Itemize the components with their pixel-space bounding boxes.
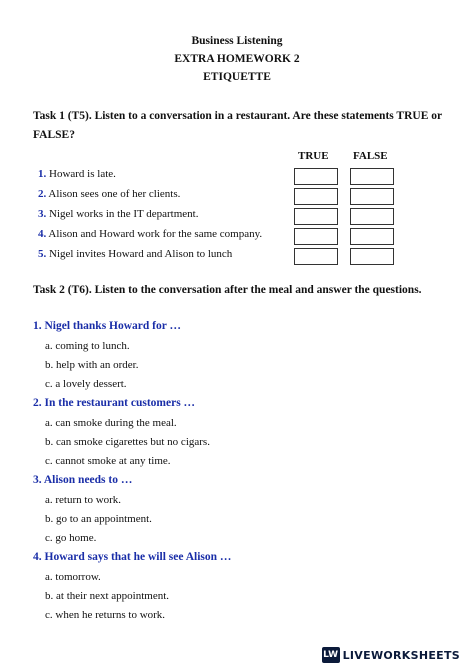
task1-title-line1: Task 1 (T5). Listen to a conversation in a restaurant. Are these statements TRUE or (33, 110, 443, 122)
false-box-5[interactable] (350, 248, 394, 265)
question-1: 1. Nigel thanks Howard for … (33, 320, 182, 332)
true-box-1[interactable] (294, 168, 338, 185)
statement-5 (38, 248, 232, 260)
header-title: Business Listening (191, 35, 283, 47)
statement-1 (38, 168, 116, 180)
header-topic: ETIQUETTE (203, 71, 271, 83)
true-box-3[interactable] (294, 208, 338, 225)
statement-number: 5. (38, 248, 47, 260)
false-box-3[interactable] (350, 208, 394, 225)
header-subtitle: EXTRA HOMEWORK 2 (174, 53, 300, 65)
option-4c[interactable]: c. when he returns to work. (45, 609, 166, 621)
liveworksheets-logo (322, 646, 460, 664)
logo-text: LIVEWORKSHEETS (342, 648, 460, 662)
true-box-5[interactable] (294, 248, 338, 265)
statement-number: 1. (38, 168, 47, 180)
statement-number: 3. (38, 208, 47, 220)
statement-3 (38, 208, 198, 220)
question-4: 4. Howard says that he will see Alison … (33, 551, 232, 563)
statement-text: Nigel invites Howard and Alison to lunch (49, 248, 233, 260)
statement-number: 4. (38, 228, 47, 240)
task2-title: Task 2 (T6). Listen to the conversation after the meal and answer the questions. (33, 284, 422, 296)
statement-text: Alison sees one of her clients. (48, 188, 181, 200)
task1-title-line2: FALSE? (33, 129, 75, 141)
true-box-4[interactable] (294, 228, 338, 245)
option-3a[interactable]: a. return to work. (45, 494, 122, 506)
option-2b[interactable]: b. can smoke cigarettes but no cigars. (45, 436, 210, 448)
column-header-true: TRUE (298, 150, 329, 162)
question-2: 2. In the restaurant customers … (33, 397, 196, 409)
statement-2 (38, 188, 180, 200)
option-2a[interactable]: a. can smoke during the meal. (45, 417, 177, 429)
option-4b[interactable]: b. at their next appointment. (45, 590, 170, 602)
option-1c[interactable]: c. a lovely dessert. (45, 378, 127, 390)
option-2c[interactable]: c. cannot smoke at any time. (45, 455, 171, 467)
statement-text: Nigel works in the IT department. (49, 208, 199, 220)
statement-text: Howard is late. (49, 168, 116, 180)
option-3c[interactable]: c. go home. (45, 532, 97, 544)
false-box-4[interactable] (350, 228, 394, 245)
question-3: 3. Alison needs to … (33, 474, 133, 486)
option-1b[interactable]: b. help with an order. (45, 359, 139, 371)
option-1a[interactable]: a. coming to lunch. (45, 340, 130, 352)
false-box-1[interactable] (350, 168, 394, 185)
statement-4 (38, 228, 262, 240)
statement-text: Alison and Howard work for the same company. (48, 228, 263, 240)
option-3b[interactable]: b. go to an appointment. (45, 513, 152, 525)
option-4a[interactable]: a. tomorrow. (45, 571, 101, 583)
true-box-2[interactable] (294, 188, 338, 205)
column-header-false: FALSE (353, 150, 388, 162)
logo-mark-icon: LW (322, 647, 340, 663)
statement-number: 2. (38, 188, 47, 200)
false-box-2[interactable] (350, 188, 394, 205)
